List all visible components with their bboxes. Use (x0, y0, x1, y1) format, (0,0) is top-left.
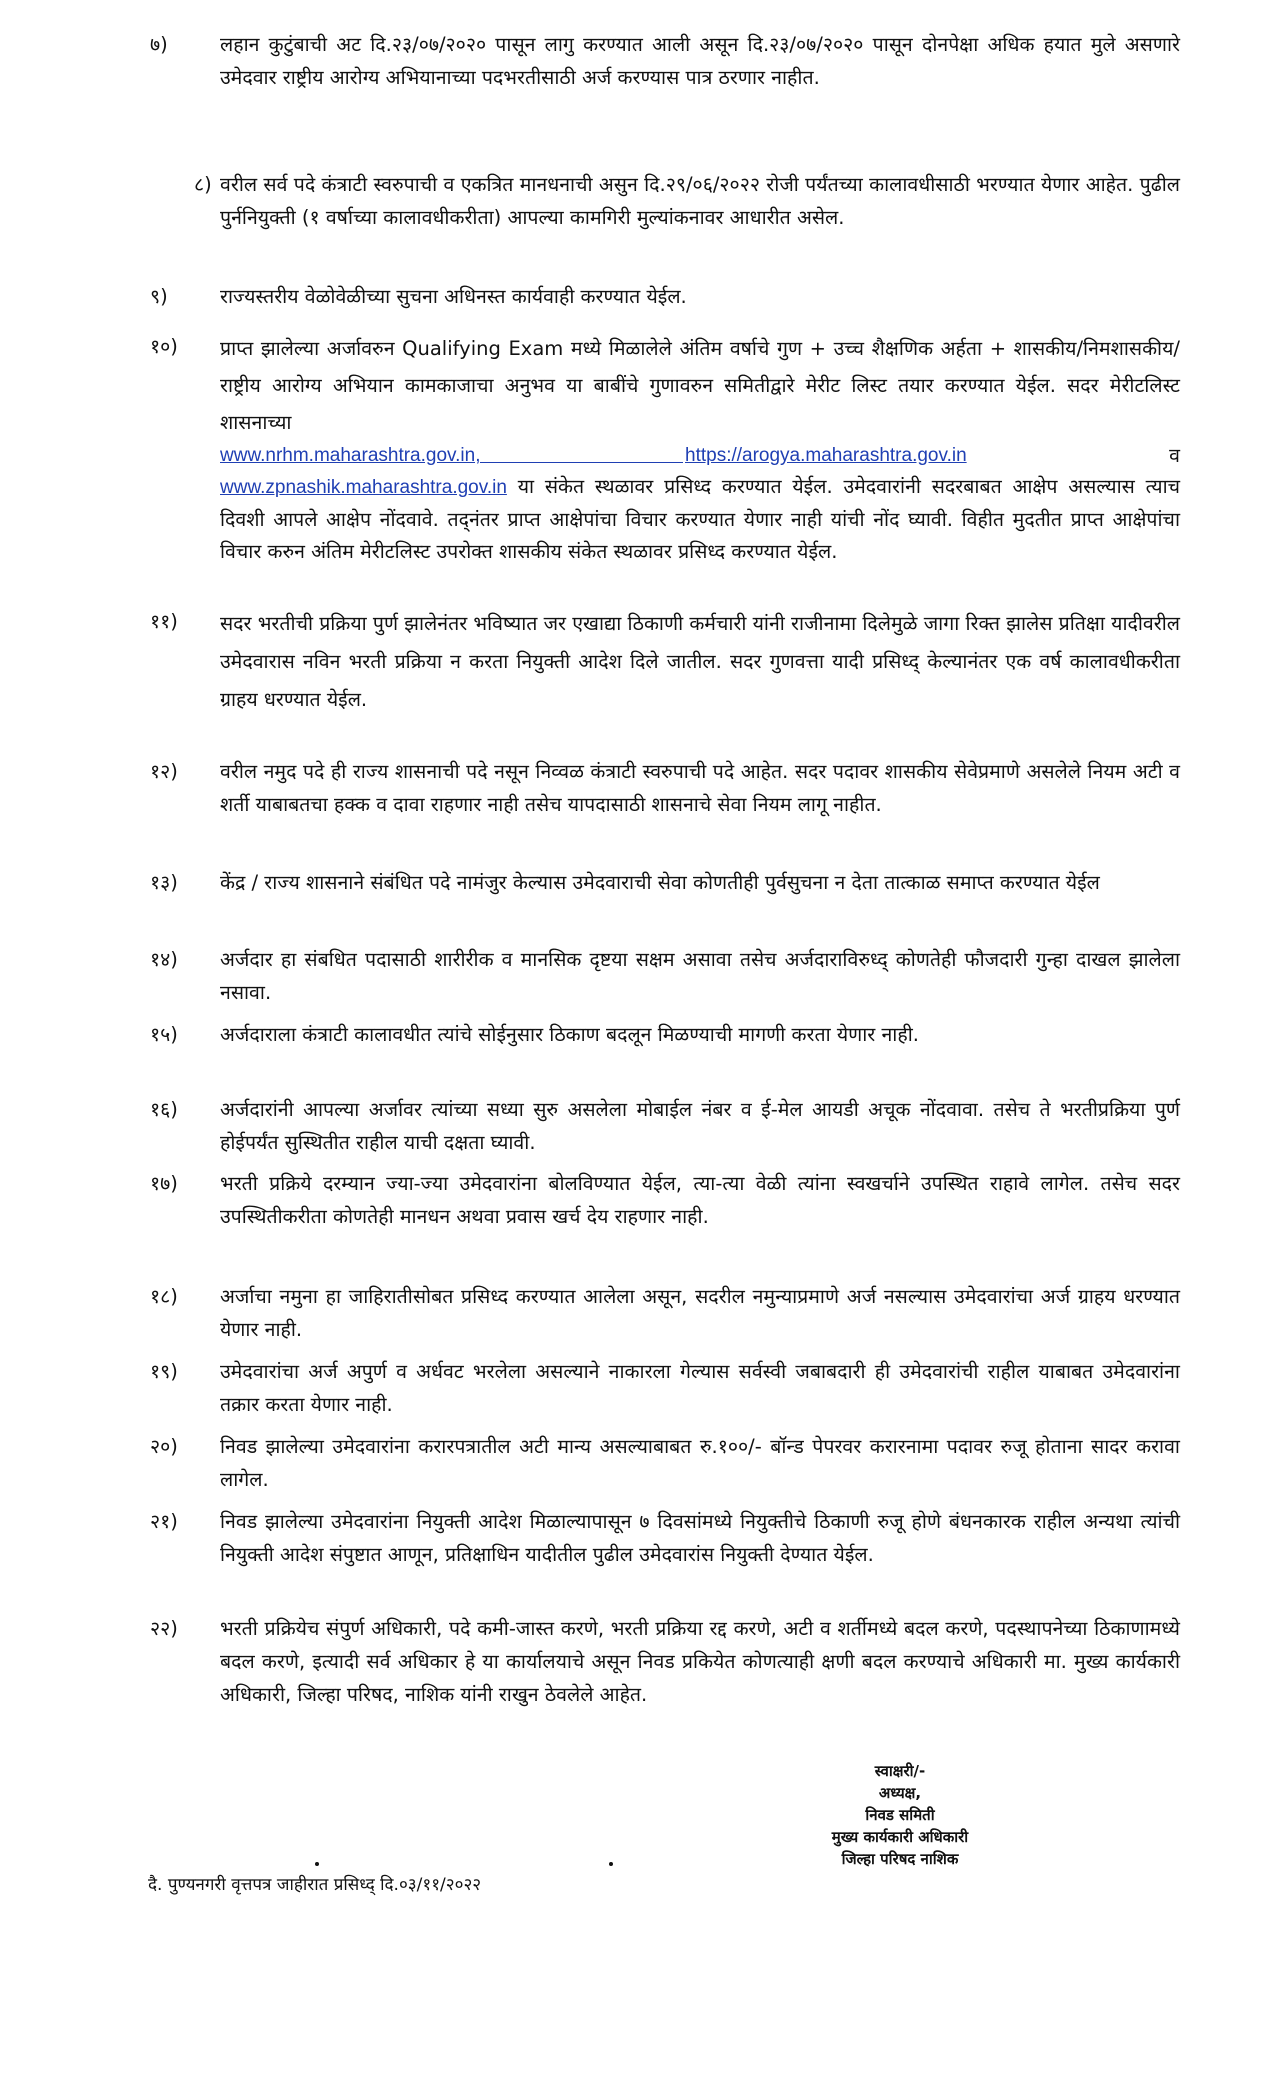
clause-number: १३) (150, 871, 178, 894)
clause-text: सदर भरतीची प्रक्रिया पुर्ण झालेनंतर भविष्यात जर एखाद्या ठिकाणी कर्मचारी यांनी राजीनामा दिलेमुळे जागा रिक्त झालेस प्रतिक्षा यादीवरील उमेदवारास नविन भरती प्रक्रिया न करता नियुक्ती आदेश दिले जातील. सदर गुणवत्ता यादी प्रसिध्द् केल्यानंतर एक वर्ष कालावधीकरीता ग्राहय धरण्यात येईल. (220, 612, 1180, 711)
clause-9 (150, 280, 1180, 313)
clause-text: लहान कुटुंबाची अट दि.२३/०७/२०२० पासून लागु करण्यात आली असून दि.२३/०७/२०२० पासून दोनपेक्षा अधिक हयात मुले असणारे उमेदवार राष्ट्रीय आरोग्य अभियानाच्या पदभरतीसाठी अर्ज करण्यास पात्र ठरणार नाहीत. (220, 33, 1180, 89)
signatory-designation: मुख्य कार्यकारी अधिकारी (831, 1828, 969, 1846)
clause-text: अर्जाचा नमुना हा जाहिरातीसोबत प्रसिध्द करण्यात आलेला असून, सदरील नमुन्याप्रमाणे अर्ज नसल्यास उमेदवारांचा अर्ज ग्राहय धरण्यात येणार नाही. (220, 1285, 1180, 1341)
stray-dot-mark (315, 1862, 319, 1866)
clause-16 (150, 1093, 1180, 1159)
clause-10 (150, 330, 1180, 568)
stray-dot-mark (609, 1862, 613, 1866)
clause-text: वरील सर्व पदे कंत्राटी स्वरुपाची व एकत्रित मानधनाची असुन दि.२९/०६/२०२२ रोजी पर्यंतच्या कालावधीसाठी भरण्यात येणार आहेत. पुढील पुर्ननियुक्ती (१ वर्षाच्या कालावधीकरीता) आपल्या कामगिरी मुल्यांकनावर आधारीत असेल. (220, 173, 1180, 229)
clause-number: १९) (150, 1360, 178, 1383)
clause-text: अर्जदाराला कंत्राटी कालावधीत त्यांचे सोईनुसार ठिकाण बदलून मिळण्याची मागणी करता येणार नाही. (220, 1023, 919, 1046)
newspaper-publication-note: दै. पुण्यनगरी वृत्तपत्र जाहीरात प्रसिध्द् दि.०३/११/२०२२ (148, 1875, 482, 1895)
website-links-row (220, 441, 1180, 471)
clause-number: १४) (150, 948, 178, 971)
clause-number: ११) (150, 610, 178, 633)
clause-22 (150, 1612, 1180, 1711)
clause-7 (150, 28, 1180, 94)
clause-text: निवड झालेल्या उमेदवारांना करारपत्रातील अटी मान्य असल्याबाबत रु.१००/- बॉन्ड पेपरवर करारनामा पदावर रुजू होताना सादर करावा लागेल. (220, 1435, 1180, 1491)
clause-14 (150, 943, 1180, 1009)
clause-text: केंद्र / राज्य शासनाने संबंधित पदे नामंजुर केल्यास उमेदवाराची सेवा कोणतीही पुर्वसुचना न देता तात्काळ समाप्त करण्यात येईल (220, 871, 1100, 894)
clause-number: २१) (150, 1510, 178, 1533)
clause-number: २२) (150, 1617, 178, 1640)
signatory-office: जिल्हा परिषद नाशिक (841, 1850, 959, 1868)
clause-number: १६) (150, 1098, 178, 1121)
signature-block (770, 1760, 1030, 1870)
clause-20 (150, 1430, 1180, 1496)
clause-18 (150, 1280, 1180, 1346)
clause-number: ९) (150, 285, 168, 308)
clause-number: ८) (194, 173, 212, 196)
clause-number: १७) (150, 1172, 178, 1195)
clause-number: १०) (150, 335, 178, 358)
clause-13 (150, 866, 1180, 899)
clause-text: अर्जदार हा संबधित पदासाठी शारीरीक व मानसिक दृष्टया सक्षम असावा तसेच अर्जदाराविरुध्द् कोणतेही फौजदारी गुन्हा दाखल झालेला नसावा. (220, 948, 1180, 1004)
clause-text-part2 (220, 471, 1180, 568)
clause-12 (150, 755, 1180, 821)
signatory-committee: निवड समिती (865, 1806, 935, 1824)
link-underline-spacer (480, 441, 683, 463)
clause-number: १८) (150, 1285, 178, 1308)
clause-text: निवड झालेल्या उमेदवारांना नियुक्ती आदेश मिळाल्यापासून ७ दिवसांमध्ये नियुक्तीचे ठिकाणी रुजू होणे बंधनकारक राहील अन्यथा त्यांची नियुक्ती आदेश संपुष्टात आणून, प्रतिक्षाधिन यादीतील पुढील उमेदवारांस नियुक्ती देण्यात येईल. (220, 1510, 1180, 1566)
signature-label: स्वाक्षरी/- (874, 1762, 926, 1780)
clause-text: भरती प्रक्रियेच संपुर्ण अधिकारी, पदे कमी-जास्त करणे, भरती प्रक्रिया रद्द करणे, अटी व शर्तीमध्ये बदल करणे, पदस्थापनेच्या ठिकाणामध्ये बदल करणे, इत्यादी सर्व अधिकार हे या कार्यालयाचे असून निवड प्रकियेत कोणत्याही क्षणी बदल करण्याचे अधिकारी मा. मुख्य कार्यकारी अधिकारी, जिल्हा परिषद, नाशिक यांनी राखुन ठेवलेले आहेत. (220, 1617, 1180, 1706)
clause-19 (150, 1355, 1180, 1421)
nrhm-website-link[interactable]: www.nrhm.maharashtra.gov.in, (220, 445, 481, 466)
clause-text: उमेदवारांचा अर्ज अपुर्ण व अर्धवट भरलेला असल्याने नाकारला गेल्यास सर्वस्वी जबाबदारी ही उमेदवारांची राहील याबाबत उमेदवारांना तक्रार करता येणार नाही. (220, 1360, 1180, 1416)
clause-text: भरती प्रक्रिये दरम्यान ज्या-ज्या उमेदवारांना बोलविण्यात येईल, त्या-त्या वेळी त्यांना स्वखर्चाने उपस्थित राहावे लागेल. तसेच सदर उपस्थितीकरीता कोणतेही मानधन अथवा प्रवास खर्च देय राहणार नाही. (220, 1172, 1180, 1228)
clause-text-part1: प्राप्त झालेल्या अर्जावरुन Qualifying Exam मध्ये मिळालेले अंतिम वर्षाचे गुण + उच्च शैक्षणिक अर्हता + शासकीय/निमशासकीय/राष्ट्रीय आरोग्य अभियान कामकाजाचा अनुभव या बाबींचे गुणावरुन समितीद्वारे मेरीट लिस्ट तयार करण्यात येईल. सदर मेरीटलिस्ट शासनाच्या (220, 337, 1180, 434)
clause-number: १२) (150, 760, 178, 783)
arogya-website-link[interactable]: https://arogya.maharashtra.gov.in (685, 445, 967, 466)
signatory-title: अध्यक्ष, (878, 1784, 922, 1802)
clause-text (220, 330, 1180, 568)
clause-8 (150, 168, 1180, 234)
clause-text: अर्जदारांनी आपल्या अर्जावर त्यांच्या सध्या सुरु असलेला मोबाईल नंबर व ई-मेल आयडी अचूक नोंदवावा. तसेच ते भरतीप्रक्रिया पुर्ण होईपर्यंत सुस्थितीत राहील याची दक्षता घ्यावी. (220, 1098, 1180, 1154)
clause-15 (150, 1018, 1180, 1051)
spacer (967, 441, 1170, 471)
clause-text-rest: या संकेत स्थळावर प्रसिध्द करण्यात येईल. उमेदवारांनी सदरबाबत आक्षेप असल्यास त्याच दिवशी आपले आक्षेप नोंदवावे. तद्नंतर प्राप्त आक्षेपांचा विचार करण्यात येणार नाही यांची नोंद घ्यावी. विहीत मुदतीत प्राप्त आक्षेपांचा विचार करुन अंतिम मेरीटलिस्ट उपरोक्त शासकीय संकेत स्थळावर प्रसिध्द करण्यात येईल. (220, 475, 1180, 563)
zpnashik-website-link[interactable]: www.zpnashik.maharashtra.gov.in (220, 477, 507, 498)
clause-number: २०) (150, 1435, 178, 1458)
clause-21 (150, 1505, 1180, 1571)
clause-number: ७) (150, 33, 168, 56)
clause-text: वरील नमुद पदे ही राज्य शासनाची पदे नसून निव्वळ कंत्राटी स्वरुपाची पदे आहेत. सदर पदावर शासकीय सेवेप्रमाणे असलेले नियम अटी व शर्ती याबाबतचा हक्क व दावा राहणार नाही तसेच यापदासाठी शासनाचे सेवा नियम लागू नाहीत. (220, 760, 1180, 816)
clause-number: १५) (150, 1023, 178, 1046)
clause-11 (150, 605, 1180, 719)
clause-text: राज्यस्तरीय वेळोवेळीच्या सुचना अधिनस्त कार्यवाही करण्यात येईल. (220, 285, 687, 308)
conjunction: व (1169, 444, 1180, 467)
clause-17 (150, 1167, 1180, 1233)
